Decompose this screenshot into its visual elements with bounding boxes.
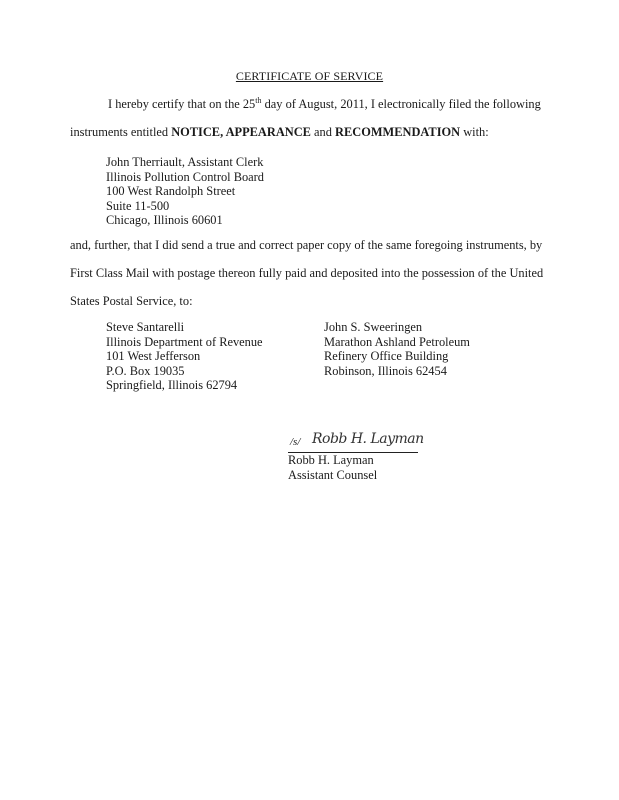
intro-text: day of August, 2011, I electronically filed the following	[261, 97, 541, 111]
address-line: Marathon Ashland Petroleum	[324, 334, 470, 349]
signer-title: Assistant Counsel	[288, 467, 378, 482]
signature-prefix: /s/	[290, 436, 301, 448]
address-line: Refinery Office Building	[324, 349, 449, 363]
service-address-right	[324, 320, 470, 378]
address-line: Springfield, Illinois 62794	[106, 378, 238, 392]
filing-address-block	[106, 155, 264, 228]
signer-block	[288, 453, 377, 482]
address-line: John S. Sweeringen	[324, 320, 423, 334]
intro-line-1	[108, 96, 541, 112]
address-line: Suite 11-500	[106, 198, 170, 213]
intro-line-2	[70, 125, 489, 140]
intro-text: and	[310, 125, 336, 139]
address-line: Steve Santarelli	[106, 320, 185, 334]
address-line: Illinois Pollution Control Board	[106, 169, 264, 184]
address-line: P.O. Box 19035	[106, 363, 185, 378]
intro-text: instruments entitled	[70, 125, 172, 139]
address-line: 101 West Jefferson	[106, 349, 201, 363]
address-line: Robinson, Illinois 62454	[324, 363, 447, 378]
date-superscript: th	[255, 96, 262, 105]
address-line: Illinois Department of Revenue	[106, 334, 263, 349]
document-title: CERTIFICATE OF SERVICE	[235, 69, 384, 83]
intro-text: I hereby certify that on the 25	[108, 97, 256, 111]
signer-name: Robb H. Layman	[288, 453, 374, 467]
further-line-2: First Class Mail with postage thereon fully paid and deposited into the possession of the United	[70, 266, 544, 280]
further-line-3: States Postal Service, to:	[70, 294, 193, 308]
instrument-names: RECOMMENDATION	[335, 125, 461, 139]
service-address-left	[106, 320, 263, 393]
address-line: 100 West Randolph Street	[106, 184, 236, 198]
address-line: John Therriault, Assistant Clerk	[106, 155, 264, 169]
instrument-names: NOTICE, APPEARANCE	[171, 125, 311, 139]
intro-text: with:	[460, 125, 489, 139]
address-line: Chicago, Illinois 60601	[106, 213, 223, 227]
signature-script: Robb H. Layman	[312, 431, 424, 447]
further-line-1: and, further, that I did send a true and correct paper copy of the same foregoing instruments, by	[70, 238, 543, 252]
